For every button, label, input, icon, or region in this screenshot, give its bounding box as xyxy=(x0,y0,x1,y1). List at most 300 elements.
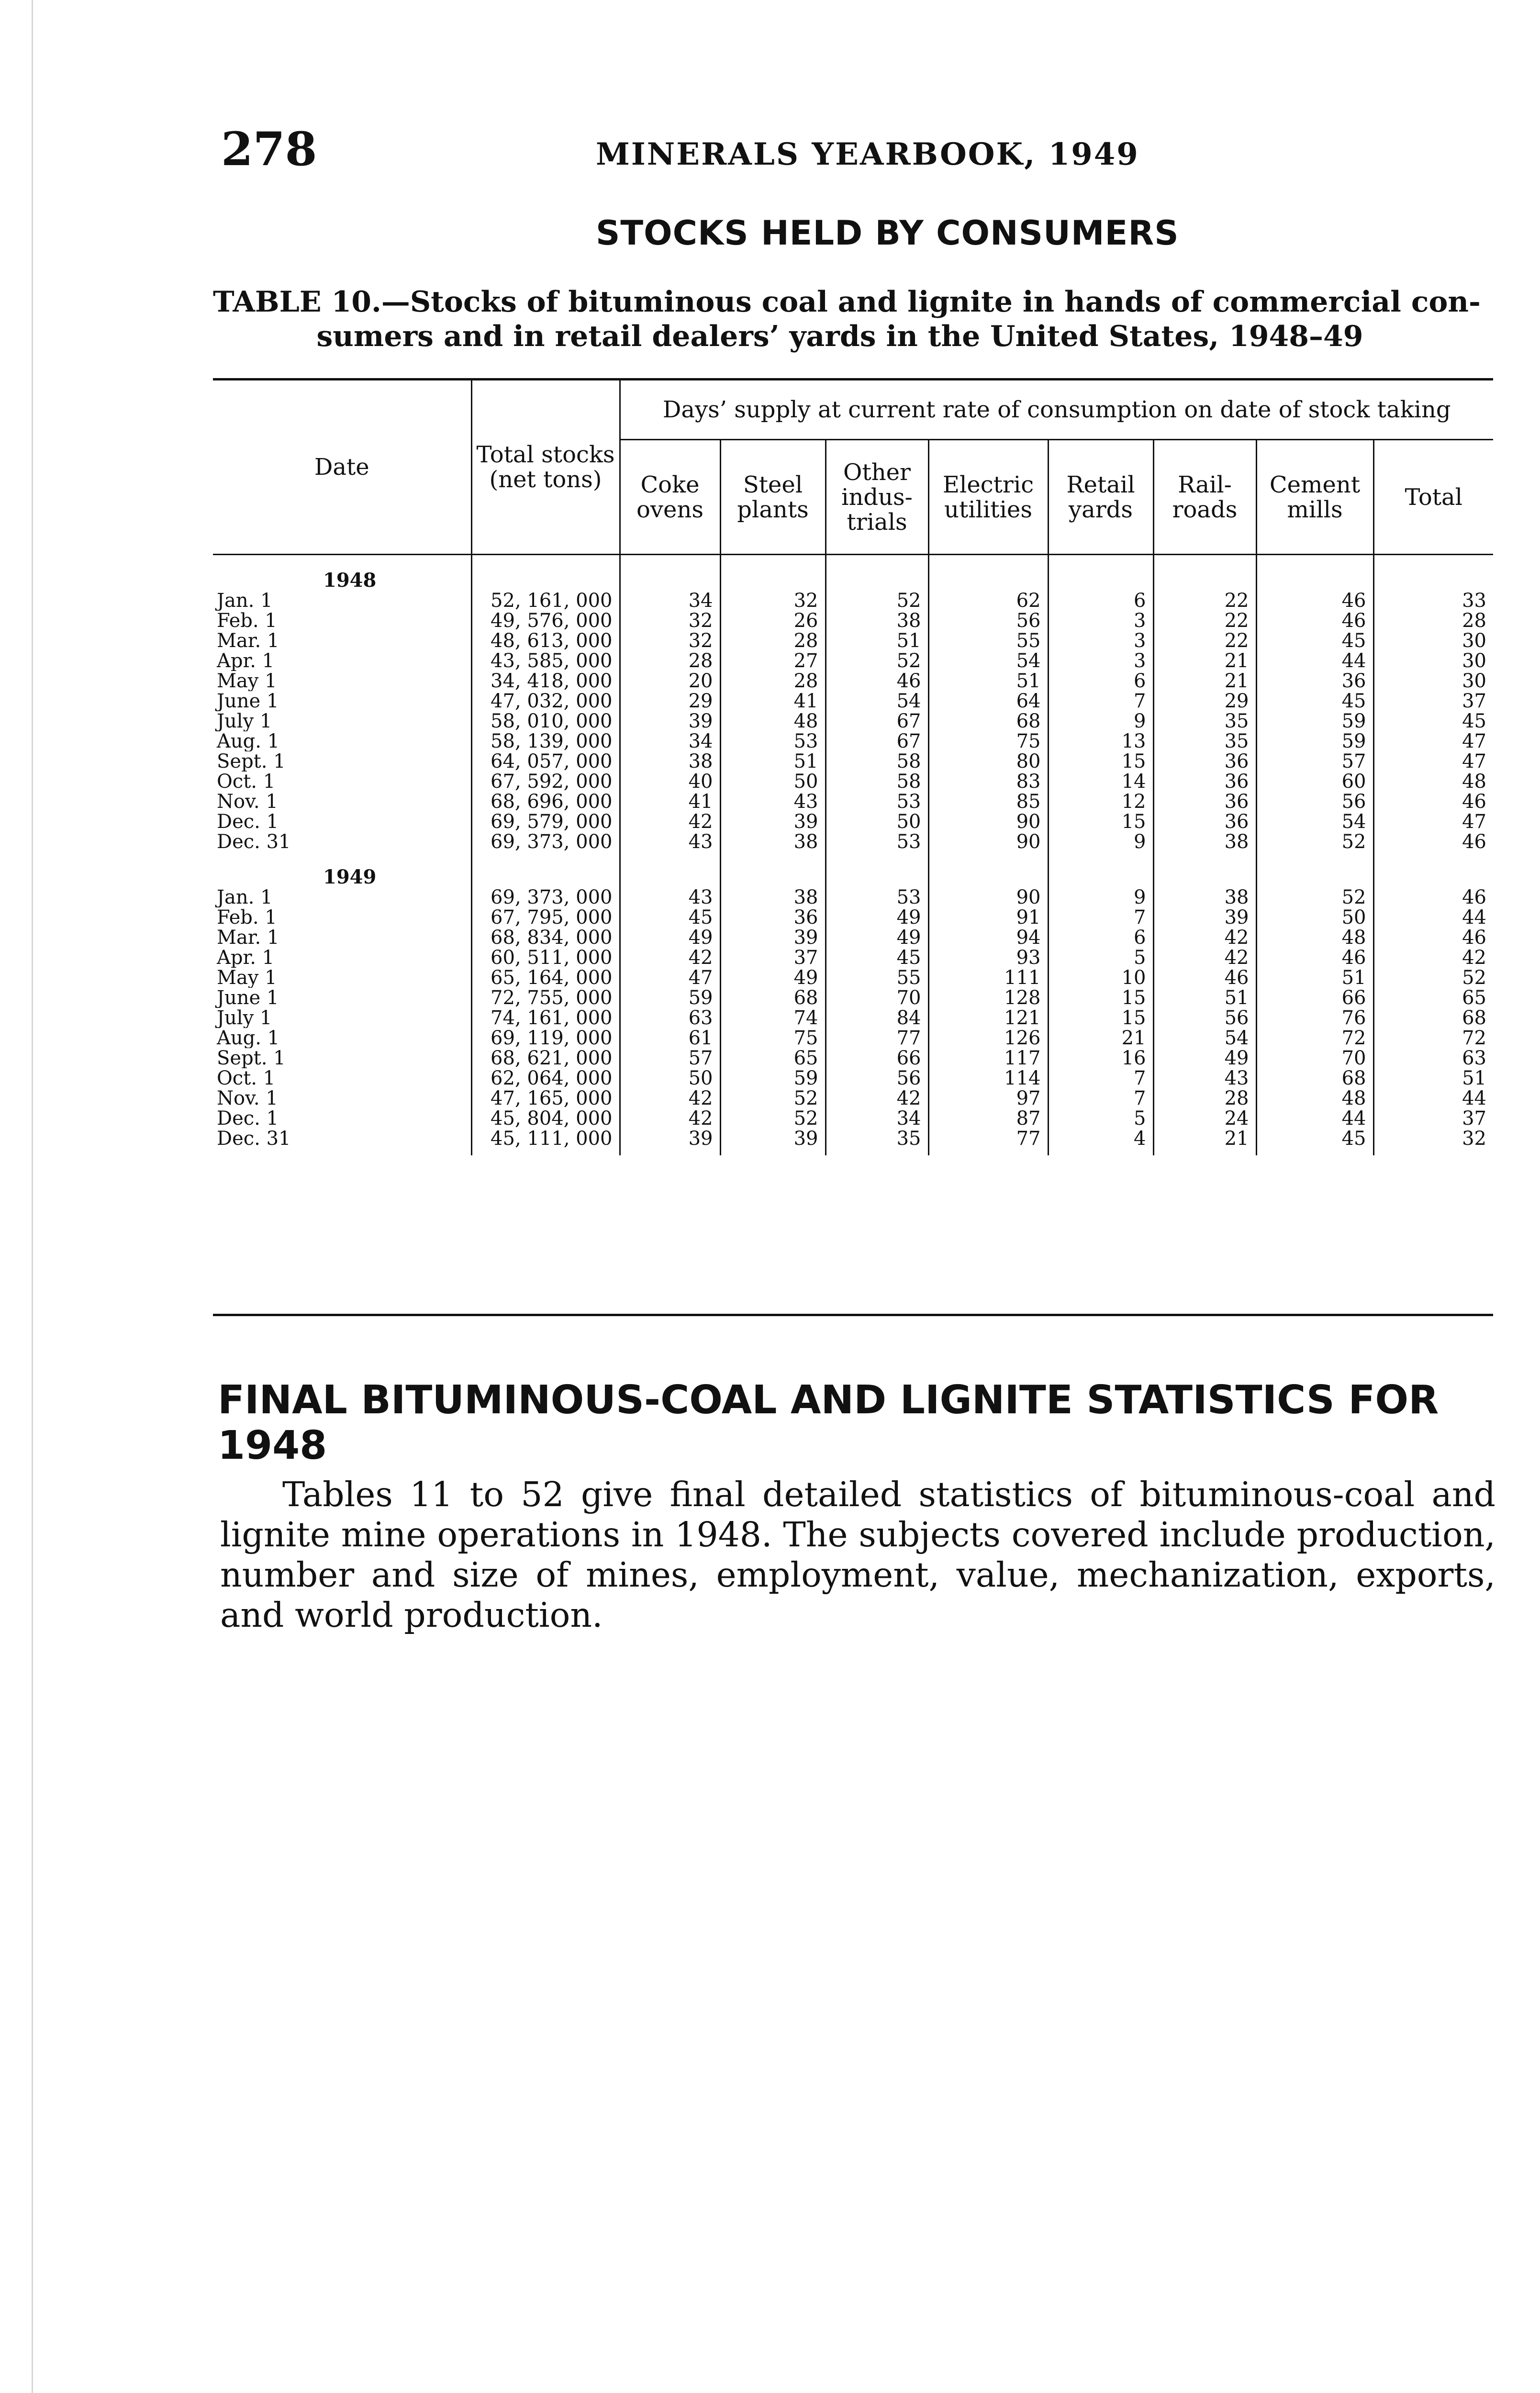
row-cement-mills: 57 xyxy=(1256,751,1373,772)
row-coke-ovens: 41 xyxy=(620,792,720,812)
row-total-days: 46 xyxy=(1373,887,1493,907)
row-cement-mills: 36 xyxy=(1256,671,1373,691)
row-retail-yards: 9 xyxy=(1048,711,1153,731)
table-bottom-rule xyxy=(213,1314,1493,1316)
row-railroads: 36 xyxy=(1153,792,1256,812)
row-total-stocks: 64, 057, 000 xyxy=(471,751,620,772)
row-total-stocks: 58, 139, 000 xyxy=(471,731,620,751)
row-other-industrials: 45 xyxy=(826,948,928,968)
column-header-steel-plants: Steel plants xyxy=(720,440,826,555)
row-cement-mills: 76 xyxy=(1256,1008,1373,1028)
row-cement-mills: 45 xyxy=(1256,691,1373,711)
row-steel-plants: 39 xyxy=(720,1129,826,1155)
row-railroads: 29 xyxy=(1153,691,1256,711)
row-retail-yards: 7 xyxy=(1048,907,1153,928)
row-retail-yards: 14 xyxy=(1048,772,1153,792)
row-other-industrials: 84 xyxy=(826,1008,928,1028)
year-row-cell xyxy=(1256,555,1373,591)
row-cement-mills: 68 xyxy=(1256,1068,1373,1088)
row-electric-utilities: 68 xyxy=(928,711,1048,731)
row-other-industrials: 55 xyxy=(826,968,928,988)
table-row xyxy=(213,1129,1493,1155)
row-electric-utilities: 56 xyxy=(928,611,1048,631)
row-other-industrials: 53 xyxy=(826,792,928,812)
row-electric-utilities: 126 xyxy=(928,1028,1048,1048)
row-retail-yards: 15 xyxy=(1048,751,1153,772)
row-coke-ovens: 32 xyxy=(620,611,720,631)
row-coke-ovens: 38 xyxy=(620,751,720,772)
year-row-cell xyxy=(1153,852,1256,887)
row-retail-yards: 7 xyxy=(1048,1068,1153,1088)
row-electric-utilities: 94 xyxy=(928,928,1048,948)
row-total-days: 63 xyxy=(1373,1048,1493,1068)
row-retail-yards: 13 xyxy=(1048,731,1153,751)
row-electric-utilities: 54 xyxy=(928,651,1048,671)
row-coke-ovens: 42 xyxy=(620,812,720,832)
row-retail-yards: 5 xyxy=(1048,1108,1153,1129)
row-retail-yards: 9 xyxy=(1048,887,1153,907)
row-total-stocks: 62, 064, 000 xyxy=(471,1068,620,1088)
row-coke-ovens: 34 xyxy=(620,731,720,751)
year-row-cell xyxy=(1256,852,1373,887)
row-total-stocks: 48, 613, 000 xyxy=(471,631,620,651)
row-other-industrials: 70 xyxy=(826,988,928,1008)
row-other-industrials: 53 xyxy=(826,887,928,907)
table-row xyxy=(213,1108,1493,1129)
row-coke-ovens: 40 xyxy=(620,772,720,792)
year-row-cell xyxy=(928,852,1048,887)
row-cement-mills: 46 xyxy=(1256,948,1373,968)
row-railroads: 51 xyxy=(1153,988,1256,1008)
table-row xyxy=(213,832,1493,852)
row-railroads: 22 xyxy=(1153,591,1256,611)
row-electric-utilities: 80 xyxy=(928,751,1048,772)
row-electric-utilities: 85 xyxy=(928,792,1048,812)
table-row xyxy=(213,671,1493,691)
row-other-industrials: 67 xyxy=(826,711,928,731)
row-railroads: 46 xyxy=(1153,968,1256,988)
row-total-stocks: 47, 032, 000 xyxy=(471,691,620,711)
year-row xyxy=(213,852,1493,887)
year-row-cell xyxy=(471,852,620,887)
row-steel-plants: 43 xyxy=(720,792,826,812)
table-row xyxy=(213,968,1493,988)
row-coke-ovens: 43 xyxy=(620,832,720,852)
row-cement-mills: 50 xyxy=(1256,907,1373,928)
row-steel-plants: 51 xyxy=(720,751,826,772)
row-retail-yards: 3 xyxy=(1048,611,1153,631)
year-row-cell xyxy=(1373,555,1493,591)
table-row xyxy=(213,691,1493,711)
row-railroads: 54 xyxy=(1153,1028,1256,1048)
row-retail-yards: 15 xyxy=(1048,988,1153,1008)
row-cement-mills: 70 xyxy=(1256,1048,1373,1068)
year-row-cell xyxy=(928,555,1048,591)
row-total-days: 44 xyxy=(1373,1088,1493,1108)
row-railroads: 49 xyxy=(1153,1048,1256,1068)
row-cement-mills: 72 xyxy=(1256,1028,1373,1048)
row-total-stocks: 47, 165, 000 xyxy=(471,1088,620,1108)
row-coke-ovens: 29 xyxy=(620,691,720,711)
row-electric-utilities: 87 xyxy=(928,1108,1048,1129)
row-retail-yards: 7 xyxy=(1048,691,1153,711)
row-date: Feb. 1 xyxy=(217,611,277,631)
year-row-cell xyxy=(620,555,720,591)
row-date: May 1 xyxy=(217,968,277,988)
row-electric-utilities: 93 xyxy=(928,948,1048,968)
column-header-total-stocks: Total stocks (net tons) xyxy=(471,380,620,555)
table-row xyxy=(213,1028,1493,1048)
row-total-stocks: 68, 696, 000 xyxy=(471,792,620,812)
row-electric-utilities: 51 xyxy=(928,671,1048,691)
row-other-industrials: 49 xyxy=(826,928,928,948)
row-steel-plants: 28 xyxy=(720,671,826,691)
row-electric-utilities: 64 xyxy=(928,691,1048,711)
year-row-cell xyxy=(1373,852,1493,887)
row-steel-plants: 27 xyxy=(720,651,826,671)
year-row-cell xyxy=(471,555,620,591)
row-cement-mills: 52 xyxy=(1256,832,1373,852)
row-electric-utilities: 75 xyxy=(928,731,1048,751)
table-row xyxy=(213,751,1493,772)
row-total-stocks: 67, 592, 000 xyxy=(471,772,620,792)
table-row xyxy=(213,1068,1493,1088)
row-total-days: 72 xyxy=(1373,1028,1493,1048)
row-total-days: 28 xyxy=(1373,611,1493,631)
row-steel-plants: 39 xyxy=(720,928,826,948)
table-caption-line-1: TABLE 10.—Stocks of bituminous coal and lignite in hands of commercial con- xyxy=(213,285,1481,319)
row-retail-yards: 6 xyxy=(1048,591,1153,611)
row-cement-mills: 54 xyxy=(1256,812,1373,832)
row-coke-ovens: 39 xyxy=(620,1129,720,1155)
year-row-cell xyxy=(1153,555,1256,591)
row-other-industrials: 35 xyxy=(826,1129,928,1155)
row-electric-utilities: 121 xyxy=(928,1008,1048,1028)
row-total-days: 48 xyxy=(1373,772,1493,792)
row-electric-utilities: 117 xyxy=(928,1048,1048,1068)
row-total-stocks: 72, 755, 000 xyxy=(471,988,620,1008)
column-header-electric-utilities: Electric utilities xyxy=(928,440,1048,555)
row-date: Apr. 1 xyxy=(217,651,275,671)
row-date: Dec. 1 xyxy=(217,1108,279,1129)
row-electric-utilities: 83 xyxy=(928,772,1048,792)
final-statistics-heading: FINAL BITUMINOUS-COAL AND LIGNITE STATISTICS FOR 1948 xyxy=(218,1377,1439,1468)
row-retail-yards: 21 xyxy=(1048,1028,1153,1048)
row-total-days: 47 xyxy=(1373,751,1493,772)
row-total-stocks: 67, 795, 000 xyxy=(471,907,620,928)
row-cement-mills: 44 xyxy=(1256,1108,1373,1129)
row-steel-plants: 68 xyxy=(720,988,826,1008)
section-heading: STOCKS HELD BY CONSUMERS xyxy=(596,213,1179,253)
row-steel-plants: 65 xyxy=(720,1048,826,1068)
row-steel-plants: 41 xyxy=(720,691,826,711)
row-railroads: 56 xyxy=(1153,1008,1256,1028)
row-date: Aug. 1 xyxy=(217,731,280,751)
row-cement-mills: 51 xyxy=(1256,968,1373,988)
row-cement-mills: 52 xyxy=(1256,887,1373,907)
row-total-days: 30 xyxy=(1373,671,1493,691)
row-steel-plants: 37 xyxy=(720,948,826,968)
table-row xyxy=(213,907,1493,928)
row-retail-yards: 3 xyxy=(1048,651,1153,671)
row-total-stocks: 65, 164, 000 xyxy=(471,968,620,988)
row-other-industrials: 34 xyxy=(826,1108,928,1129)
row-date: Nov. 1 xyxy=(217,1088,278,1108)
row-total-stocks: 69, 373, 000 xyxy=(471,832,620,852)
row-railroads: 21 xyxy=(1153,671,1256,691)
row-railroads: 22 xyxy=(1153,611,1256,631)
row-total-days: 32 xyxy=(1373,1129,1493,1155)
table-row xyxy=(213,772,1493,792)
row-coke-ovens: 47 xyxy=(620,968,720,988)
row-total-days: 47 xyxy=(1373,731,1493,751)
row-railroads: 36 xyxy=(1153,772,1256,792)
row-cement-mills: 59 xyxy=(1256,711,1373,731)
row-coke-ovens: 34 xyxy=(620,591,720,611)
row-total-days: 46 xyxy=(1373,832,1493,852)
row-total-stocks: 69, 579, 000 xyxy=(471,812,620,832)
row-other-industrials: 58 xyxy=(826,751,928,772)
row-coke-ovens: 42 xyxy=(620,1108,720,1129)
row-electric-utilities: 91 xyxy=(928,907,1048,928)
row-coke-ovens: 42 xyxy=(620,1088,720,1108)
row-retail-yards: 4 xyxy=(1048,1129,1153,1155)
row-total-days: 44 xyxy=(1373,907,1493,928)
row-total-days: 37 xyxy=(1373,691,1493,711)
row-date: Oct. 1 xyxy=(217,772,276,792)
column-header-total-days: Total xyxy=(1373,440,1493,555)
stocks-table xyxy=(213,378,1493,1155)
row-coke-ovens: 63 xyxy=(620,1008,720,1028)
page-edge-rule xyxy=(32,0,33,2393)
row-electric-utilities: 90 xyxy=(928,832,1048,852)
year-label: 1949 xyxy=(323,866,377,887)
column-header-retail-yards: Retail yards xyxy=(1048,440,1153,555)
year-row-cell xyxy=(1048,852,1153,887)
row-railroads: 22 xyxy=(1153,631,1256,651)
row-other-industrials: 51 xyxy=(826,631,928,651)
row-retail-yards: 7 xyxy=(1048,1088,1153,1108)
table-row xyxy=(213,651,1493,671)
row-steel-plants: 52 xyxy=(720,1108,826,1129)
table-row xyxy=(213,1088,1493,1108)
row-cement-mills: 66 xyxy=(1256,988,1373,1008)
row-retail-yards: 16 xyxy=(1048,1048,1153,1068)
row-total-stocks: 58, 010, 000 xyxy=(471,711,620,731)
row-date: Jan. 1 xyxy=(217,887,273,907)
row-retail-yards: 15 xyxy=(1048,1008,1153,1028)
row-total-days: 45 xyxy=(1373,711,1493,731)
row-total-stocks: 45, 804, 000 xyxy=(471,1108,620,1129)
row-retail-yards: 3 xyxy=(1048,631,1153,651)
row-other-industrials: 52 xyxy=(826,591,928,611)
row-steel-plants: 38 xyxy=(720,887,826,907)
row-coke-ovens: 45 xyxy=(620,907,720,928)
row-date: Mar. 1 xyxy=(217,631,279,651)
row-retail-yards: 6 xyxy=(1048,928,1153,948)
row-date: Nov. 1 xyxy=(217,792,278,812)
row-date: Feb. 1 xyxy=(217,907,277,928)
row-railroads: 42 xyxy=(1153,948,1256,968)
row-electric-utilities: 77 xyxy=(928,1129,1048,1155)
row-other-industrials: 56 xyxy=(826,1068,928,1088)
row-coke-ovens: 42 xyxy=(620,948,720,968)
row-date: Dec. 31 xyxy=(217,832,291,852)
row-steel-plants: 28 xyxy=(720,631,826,651)
row-retail-yards: 15 xyxy=(1048,812,1153,832)
year-row-cell xyxy=(620,852,720,887)
table-row xyxy=(213,988,1493,1008)
table-row xyxy=(213,887,1493,907)
row-railroads: 36 xyxy=(1153,751,1256,772)
row-total-stocks: 69, 373, 000 xyxy=(471,887,620,907)
table-row xyxy=(213,792,1493,812)
row-date: July 1 xyxy=(217,1008,272,1028)
row-other-industrials: 50 xyxy=(826,812,928,832)
running-title: MINERALS YEARBOOK, 1949 xyxy=(596,136,1139,172)
row-total-days: 46 xyxy=(1373,928,1493,948)
row-coke-ovens: 59 xyxy=(620,988,720,1008)
row-steel-plants: 48 xyxy=(720,711,826,731)
row-other-industrials: 58 xyxy=(826,772,928,792)
row-railroads: 35 xyxy=(1153,731,1256,751)
row-total-days: 46 xyxy=(1373,792,1493,812)
row-total-days: 30 xyxy=(1373,631,1493,651)
row-railroads: 43 xyxy=(1153,1068,1256,1088)
row-cement-mills: 45 xyxy=(1256,631,1373,651)
row-other-industrials: 54 xyxy=(826,691,928,711)
row-railroads: 38 xyxy=(1153,832,1256,852)
row-railroads: 42 xyxy=(1153,928,1256,948)
table-row xyxy=(213,812,1493,832)
row-steel-plants: 39 xyxy=(720,812,826,832)
row-railroads: 36 xyxy=(1153,812,1256,832)
table-row xyxy=(213,591,1493,611)
row-electric-utilities: 128 xyxy=(928,988,1048,1008)
row-other-industrials: 77 xyxy=(826,1028,928,1048)
row-retail-yards: 9 xyxy=(1048,832,1153,852)
year-row-cell xyxy=(1048,555,1153,591)
row-total-days: 33 xyxy=(1373,591,1493,611)
row-coke-ovens: 39 xyxy=(620,711,720,731)
row-electric-utilities: 97 xyxy=(928,1088,1048,1108)
row-total-stocks: 74, 161, 000 xyxy=(471,1008,620,1028)
year-row-cell xyxy=(720,852,826,887)
row-railroads: 28 xyxy=(1153,1088,1256,1108)
row-railroads: 21 xyxy=(1153,651,1256,671)
row-other-industrials: 67 xyxy=(826,731,928,751)
row-steel-plants: 59 xyxy=(720,1068,826,1088)
row-coke-ovens: 57 xyxy=(620,1048,720,1068)
row-steel-plants: 75 xyxy=(720,1028,826,1048)
row-retail-yards: 6 xyxy=(1048,671,1153,691)
row-total-stocks: 52, 161, 000 xyxy=(471,591,620,611)
row-railroads: 38 xyxy=(1153,887,1256,907)
row-date: Dec. 1 xyxy=(217,812,279,832)
row-date: June 1 xyxy=(217,988,279,1008)
row-steel-plants: 49 xyxy=(720,968,826,988)
row-steel-plants: 26 xyxy=(720,611,826,631)
row-date: July 1 xyxy=(217,711,272,731)
year-row-cell xyxy=(826,852,928,887)
table-row xyxy=(213,631,1493,651)
row-steel-plants: 36 xyxy=(720,907,826,928)
row-date: May 1 xyxy=(217,671,277,691)
row-other-industrials: 42 xyxy=(826,1088,928,1108)
row-date: June 1 xyxy=(217,691,279,711)
row-electric-utilities: 62 xyxy=(928,591,1048,611)
row-date: Dec. 31 xyxy=(217,1129,291,1150)
column-header-date: Date xyxy=(213,380,471,555)
row-cement-mills: 56 xyxy=(1256,792,1373,812)
row-cement-mills: 60 xyxy=(1256,772,1373,792)
row-retail-yards: 5 xyxy=(1048,948,1153,968)
row-steel-plants: 38 xyxy=(720,832,826,852)
row-railroads: 35 xyxy=(1153,711,1256,731)
row-other-industrials: 38 xyxy=(826,611,928,631)
row-other-industrials: 46 xyxy=(826,671,928,691)
row-other-industrials: 49 xyxy=(826,907,928,928)
row-total-days: 42 xyxy=(1373,948,1493,968)
column-header-railroads: Rail-roads xyxy=(1153,440,1256,555)
row-coke-ovens: 49 xyxy=(620,928,720,948)
row-date: Sept. 1 xyxy=(217,1048,286,1068)
column-header-coke-ovens: Coke ovens xyxy=(620,440,720,555)
row-date: Aug. 1 xyxy=(217,1028,280,1048)
row-total-stocks: 49, 576, 000 xyxy=(471,611,620,631)
row-other-industrials: 52 xyxy=(826,651,928,671)
table-row xyxy=(213,948,1493,968)
row-cement-mills: 48 xyxy=(1256,1088,1373,1108)
table-caption xyxy=(213,285,1495,354)
row-cement-mills: 44 xyxy=(1256,651,1373,671)
table-row xyxy=(213,1048,1493,1068)
row-cement-mills: 46 xyxy=(1256,611,1373,631)
row-date: Jan. 1 xyxy=(217,591,273,611)
row-other-industrials: 66 xyxy=(826,1048,928,1068)
row-total-days: 51 xyxy=(1373,1068,1493,1088)
table-row xyxy=(213,611,1493,631)
row-date: Apr. 1 xyxy=(217,948,275,968)
row-cement-mills: 46 xyxy=(1256,591,1373,611)
row-cement-mills: 59 xyxy=(1256,731,1373,751)
row-steel-plants: 74 xyxy=(720,1008,826,1028)
row-steel-plants: 32 xyxy=(720,591,826,611)
row-total-stocks: 68, 621, 000 xyxy=(471,1048,620,1068)
row-coke-ovens: 28 xyxy=(620,651,720,671)
stocks-table-container xyxy=(213,378,1493,1155)
page-number: 278 xyxy=(221,122,317,176)
row-coke-ovens: 61 xyxy=(620,1028,720,1048)
row-total-days: 65 xyxy=(1373,988,1493,1008)
table-row xyxy=(213,731,1493,751)
year-row xyxy=(213,555,1493,591)
row-steel-plants: 50 xyxy=(720,772,826,792)
row-total-stocks: 45, 111, 000 xyxy=(471,1129,620,1155)
row-other-industrials: 53 xyxy=(826,832,928,852)
row-steel-plants: 52 xyxy=(720,1088,826,1108)
row-date: Oct. 1 xyxy=(217,1068,276,1088)
row-electric-utilities: 90 xyxy=(928,887,1048,907)
row-retail-yards: 10 xyxy=(1048,968,1153,988)
row-retail-yards: 12 xyxy=(1048,792,1153,812)
table-caption-line-2: sumers and in retail dealers’ yards in the United States, 1948–49 xyxy=(316,320,1363,353)
row-total-stocks: 60, 511, 000 xyxy=(471,948,620,968)
year-row-cell xyxy=(826,555,928,591)
row-coke-ovens: 43 xyxy=(620,887,720,907)
row-total-stocks: 34, 418, 000 xyxy=(471,671,620,691)
row-railroads: 21 xyxy=(1153,1129,1256,1155)
